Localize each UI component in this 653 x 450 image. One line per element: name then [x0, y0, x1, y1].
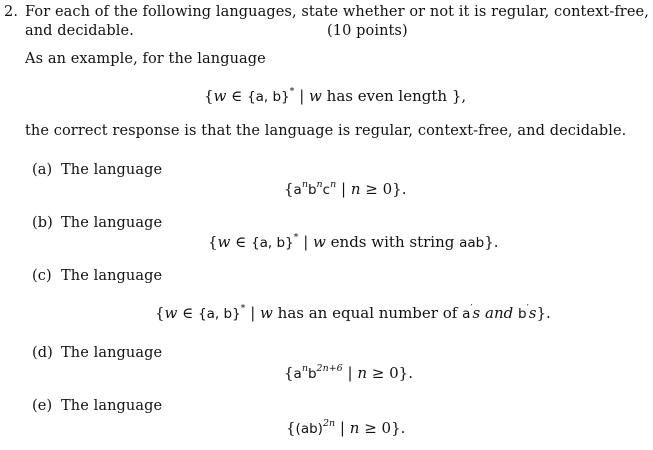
- problem-intro-line2: and decidable.: [25, 23, 134, 39]
- part-c-label: (c): [32, 268, 52, 284]
- part-e-lead: The language: [61, 398, 163, 414]
- part-a-math: {$a^nb^nc^n$ | n ≥ 0}.: [284, 179, 407, 198]
- example-response: the correct response is that the language is regular, context-free, and decidable.: [25, 123, 627, 139]
- problem-intro-line1: For each of the following languages, state whether or not it is regular, context-free,: [25, 4, 649, 20]
- part-e-math: {(ab)$^{2n}$ | n ≥ 0}.: [286, 418, 406, 437]
- part-d-math: {$a^nb^{2n+6}$ | n ≥ 0}.: [284, 363, 413, 382]
- problem-points: (10 points): [327, 23, 408, 39]
- part-c-lead: The language: [61, 268, 163, 284]
- part-b-lead: The language: [61, 215, 163, 231]
- part-b-math: {w ∈ {a, b}* | w ends with string aab}.: [208, 232, 499, 251]
- example-lead: As an example, for the language: [25, 51, 266, 67]
- part-d-label: (d): [32, 345, 53, 361]
- part-d-lead: The language: [61, 345, 163, 361]
- part-c-math: {w ∈ {a, b}* | w has an equal number of a′s and b′s}.: [155, 303, 551, 322]
- part-a-lead: The language: [61, 162, 163, 178]
- problem-number: 2.: [4, 4, 19, 20]
- part-e-label: (e): [32, 398, 53, 414]
- example-math: {w ∈ {a, b}* | w has even length },: [204, 86, 467, 105]
- part-a-label: (a): [32, 162, 53, 178]
- part-b-label: (b): [32, 215, 53, 231]
